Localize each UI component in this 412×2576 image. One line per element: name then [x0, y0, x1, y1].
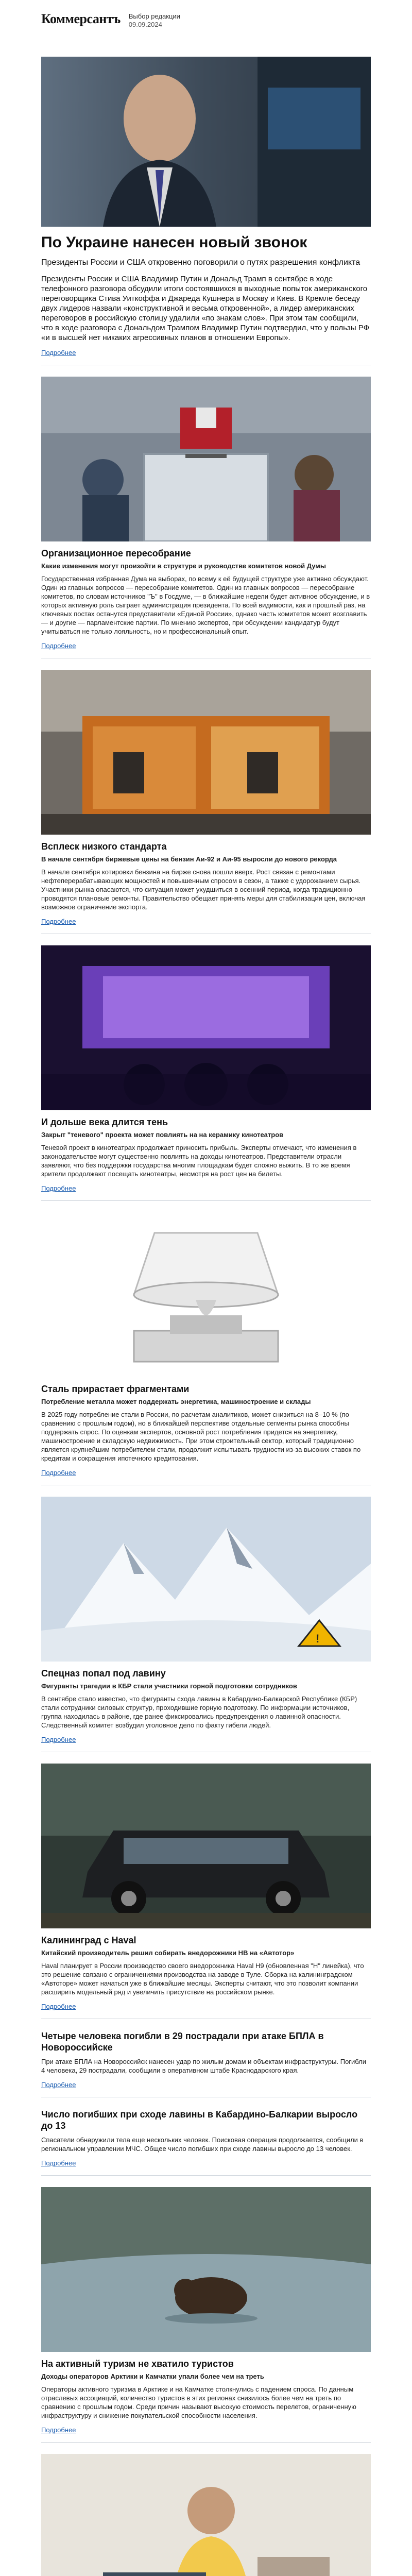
article-body: Государственная избранная Дума на выборах, по всему к её будущей структуре уже активно обсуждают. Один из главных вопросов — пересобрание комитетов. Один из главных вопросов — пересобрание комитетов, по словам источников "Ъ" в Госдуме, — в ближайшие недели будет активное обсуждение, и в которых активную роль сыграет администрация президента. По всей видимости, как и прошлый раз, на ключевых постах останутся представители «Единой России», однако часть комитетов может возглавить — и другие — парламентские партии. По мнению экспертов, при обсуждении кандидатур будут учитываться не только лояльность, но и профессиональный опыт. [41, 575, 370, 635]
article-more-link[interactable]: Подробнее [41, 1469, 76, 1477]
article-more-link[interactable]: Подробнее [41, 642, 76, 650]
article-more-link[interactable]: Подробнее [41, 2003, 76, 2010]
newsletter-header [41, 0, 371, 57]
hero-more-link[interactable]: Подробнее [41, 349, 76, 357]
haval-suv-illustration [41, 1764, 371, 1928]
article-subtitle: Какие изменения могут произойти в структуре и руководстве комитетов новой Думы [41, 562, 326, 570]
article-item [41, 2443, 371, 2576]
article-body: В сентябре стало известно, что фигуранты схода лавины в Кабардино-Балкарской Республике (КБР) стали сотрудники силовых структур, проходившие горную подготовку. По информации источников, группа находилась в районе, где ранее фиксировались предупреждения о лавинной опасности. Следственный комитет возбудил уголовное дело по факту гибели людей. [41, 1695, 357, 1729]
cinema-screen-illustration [41, 945, 371, 1110]
article-image[interactable] [41, 1497, 371, 1662]
edition-info [129, 12, 180, 29]
article-image[interactable] [41, 945, 371, 1110]
article-subtitle: Фигуранты трагедии в КБР стали участники горной подготовки сотрудников [41, 1682, 297, 1690]
article-title[interactable]: Сталь прирастает фрагментами [41, 1384, 190, 1394]
article-title[interactable]: На активный туризм не хватило туристов [41, 2359, 234, 2369]
article-image[interactable] [41, 2187, 371, 2352]
hero-subtitle: Президенты России и США откровенно поговорили о путях разрешения конфликта [41, 258, 360, 267]
hero-article [41, 57, 371, 365]
students-laptop-illustration [41, 2454, 371, 2576]
articles-list [41, 365, 371, 2576]
mountain-avalanche-illustration [41, 1497, 371, 1662]
edition-label: Выбор редакции [128, 12, 180, 20]
article-item [41, 1752, 371, 2019]
kommersant-logo[interactable]: Коммерсантъ [41, 11, 121, 26]
article-image[interactable] [41, 1212, 371, 1377]
article-more-link[interactable]: Подробнее [41, 2081, 76, 2089]
article-title[interactable]: Калининград с Haval [41, 1935, 136, 1945]
hero-title[interactable]: По Украине нанесен новый звонок [41, 234, 307, 251]
article-more-link[interactable]: Подробнее [41, 918, 76, 925]
hero-photo-illustration [41, 57, 371, 227]
hero-body: Президенты России и США Владимир Путин и Дональд Трамп в сентябре в ходе телефонного разговора обсудили итоги состоявшихся в выходные попыток американского переговорщика Стива Уиткоффа и Джареда Кушнера в Москву и Киев. В Кремле беседу двух лидеров назвали «конструктивной и весьма откровенной», а лидер американских переговоров в российскую столицу удалили «по знакам слов». При этом там сообщили, что в ходе разговора с Дональдом Трампом Владимир Путин подтвердил, что у пользы РФ «и в высшей нет никаких агрессивных планов в отношении Европы». [41, 275, 370, 342]
article-body: В начале сентября котировки бензина на бирже снова пошли вверх. Рост связан с ремонтами нефтеперерабатывающих мощностей и повышенным спросом в сезон, а также с удорожанием сырья. Участники рынка опасаются, что ситуация может ухудшиться в осенний период, когда традиционно проводятся плановые ремонты. Правительство обещает принять меры для стабилизации цен, включая возможное ограничение экспорта. [41, 868, 366, 911]
article-body: Спасатели обнаружили тела еще нескольких человек. Поисковая операция продолжается, сообщили в региональном управлении МЧС. Общее число погибших при сходе лавины выросло до 13 человек. [41, 2136, 364, 2153]
article-item [41, 934, 371, 1201]
ballot-box-voting-illustration [41, 377, 371, 541]
article-body: В 2025 году потребление стали в России, по расчетам аналитиков, может снизиться на 8–10 % (по сравнению с прошлым годом), но в ближайшей перспективе отдельные сегменты рынка способны поддержать спрос. По оценкам экспертов, основной рост потребления придется на энергетику, машиностроение и складскую недвижимость. При этом строительный сектор, который традиционно является крупнейшим потребителем стали, продолжит испытывать трудности из-за высоких ставок по кредитам и сокращения ипотечного кредитования. [41, 1411, 361, 1462]
article-subtitle: Доходы операторов Арктики и Камчатки упали более чем на треть [41, 2372, 264, 2380]
fuel-station-illustration [41, 670, 371, 835]
edition-date: 09.09.2024 [128, 21, 162, 28]
article-item [41, 2097, 371, 2176]
article-title[interactable]: Спецназ попал под лавину [41, 1668, 166, 1679]
article-image[interactable] [41, 2454, 371, 2576]
article-more-link[interactable]: Подробнее [41, 2426, 76, 2434]
article-more-link[interactable]: Подробнее [41, 1736, 76, 1743]
article-body: Операторы активного туризма в Арктике и на Камчатке столкнулись с падением спроса. По данным отраслевых ассоциаций, количество туристов в этих регионах снизилось более чем на треть по сравнению с прошлым годом. Среди причин называют высокую стоимость перелетов, ограниченную инфраструктуру и снижение покупательской способности населения. [41, 2385, 356, 2419]
article-body: Теневой проект в кинотеатрах продолжает приносить прибыль. Эксперты отмечают, что изменения в законодательстве могут существенно повлиять на доходы кинотеатров. Представители отрасли заявляют, что без поддержки государства многим площадкам будет сложно выжить. В то же время зрители продолжают посещать кинотеатры, несмотря на рост цен на билеты. [41, 1144, 357, 1178]
article-image[interactable] [41, 377, 371, 541]
article-more-link[interactable]: Подробнее [41, 2159, 76, 2167]
hero-image[interactable] [41, 57, 371, 227]
article-body: При атаке БПЛА на Новороссийск нанесен удар по жилым домам и объектам инфраструктуры. Погибли 4 человека, 29 пострадали, сообщили в оперативном штабе Краснодарского края. [41, 2058, 367, 2074]
article-title[interactable]: Всплеск низкого стандарта [41, 841, 167, 852]
article-title[interactable]: Четыре человека погибли в 29 пострадали при атаке БПЛА в Новороссийске [41, 2031, 324, 2053]
article-item [41, 2019, 371, 2097]
article-more-link[interactable]: Подробнее [41, 1184, 76, 1192]
article-title[interactable]: Организационное пересобрание [41, 548, 191, 558]
article-subtitle: В начале сентября биржевые цены на бензин Аи-92 и Аи-95 выросли до нового рекорда [41, 855, 337, 863]
newsletter-container [41, 0, 371, 2576]
article-subtitle: Потребление металла может поддержать энергетика, машиностроение и склады [41, 1398, 311, 1405]
article-item [41, 1201, 371, 1485]
bear-river-illustration [41, 2187, 371, 2352]
svg-text:!: ! [316, 1632, 320, 1645]
article-subtitle: Закрыт "теневого" проекта может повлиять на на керамику кинотеатров [41, 1131, 284, 1139]
article-title[interactable]: Число погибших при сходе лавины в Кабардино-Балкарии выросло до 13 [41, 2109, 358, 2131]
article-subtitle: Китайский производитель решил собирать внедорожники НВ на «Автотор» [41, 1949, 295, 1957]
article-title[interactable]: И дольше века длится тень [41, 1117, 168, 1127]
article-item [41, 365, 371, 658]
article-item [41, 658, 371, 934]
article-item [41, 2176, 371, 2443]
article-body: Haval планирует в России производство своего внедорожника Haval H9 (обновленная "Н" линейка), что это решение связано с ограничениями производства на заводе в Туле. Сборка на калининградском «Автоторе» может начаться уже в ближайшие месяцы. Эксперты считают, что это позволит компании расширить модельный ряд и увеличить присутствие на российском рынке. [41, 1962, 364, 1996]
steel-molten-metal-illustration [41, 1212, 371, 1377]
article-image[interactable] [41, 670, 371, 835]
article-image[interactable] [41, 1764, 371, 1928]
article-item [41, 1485, 371, 1752]
